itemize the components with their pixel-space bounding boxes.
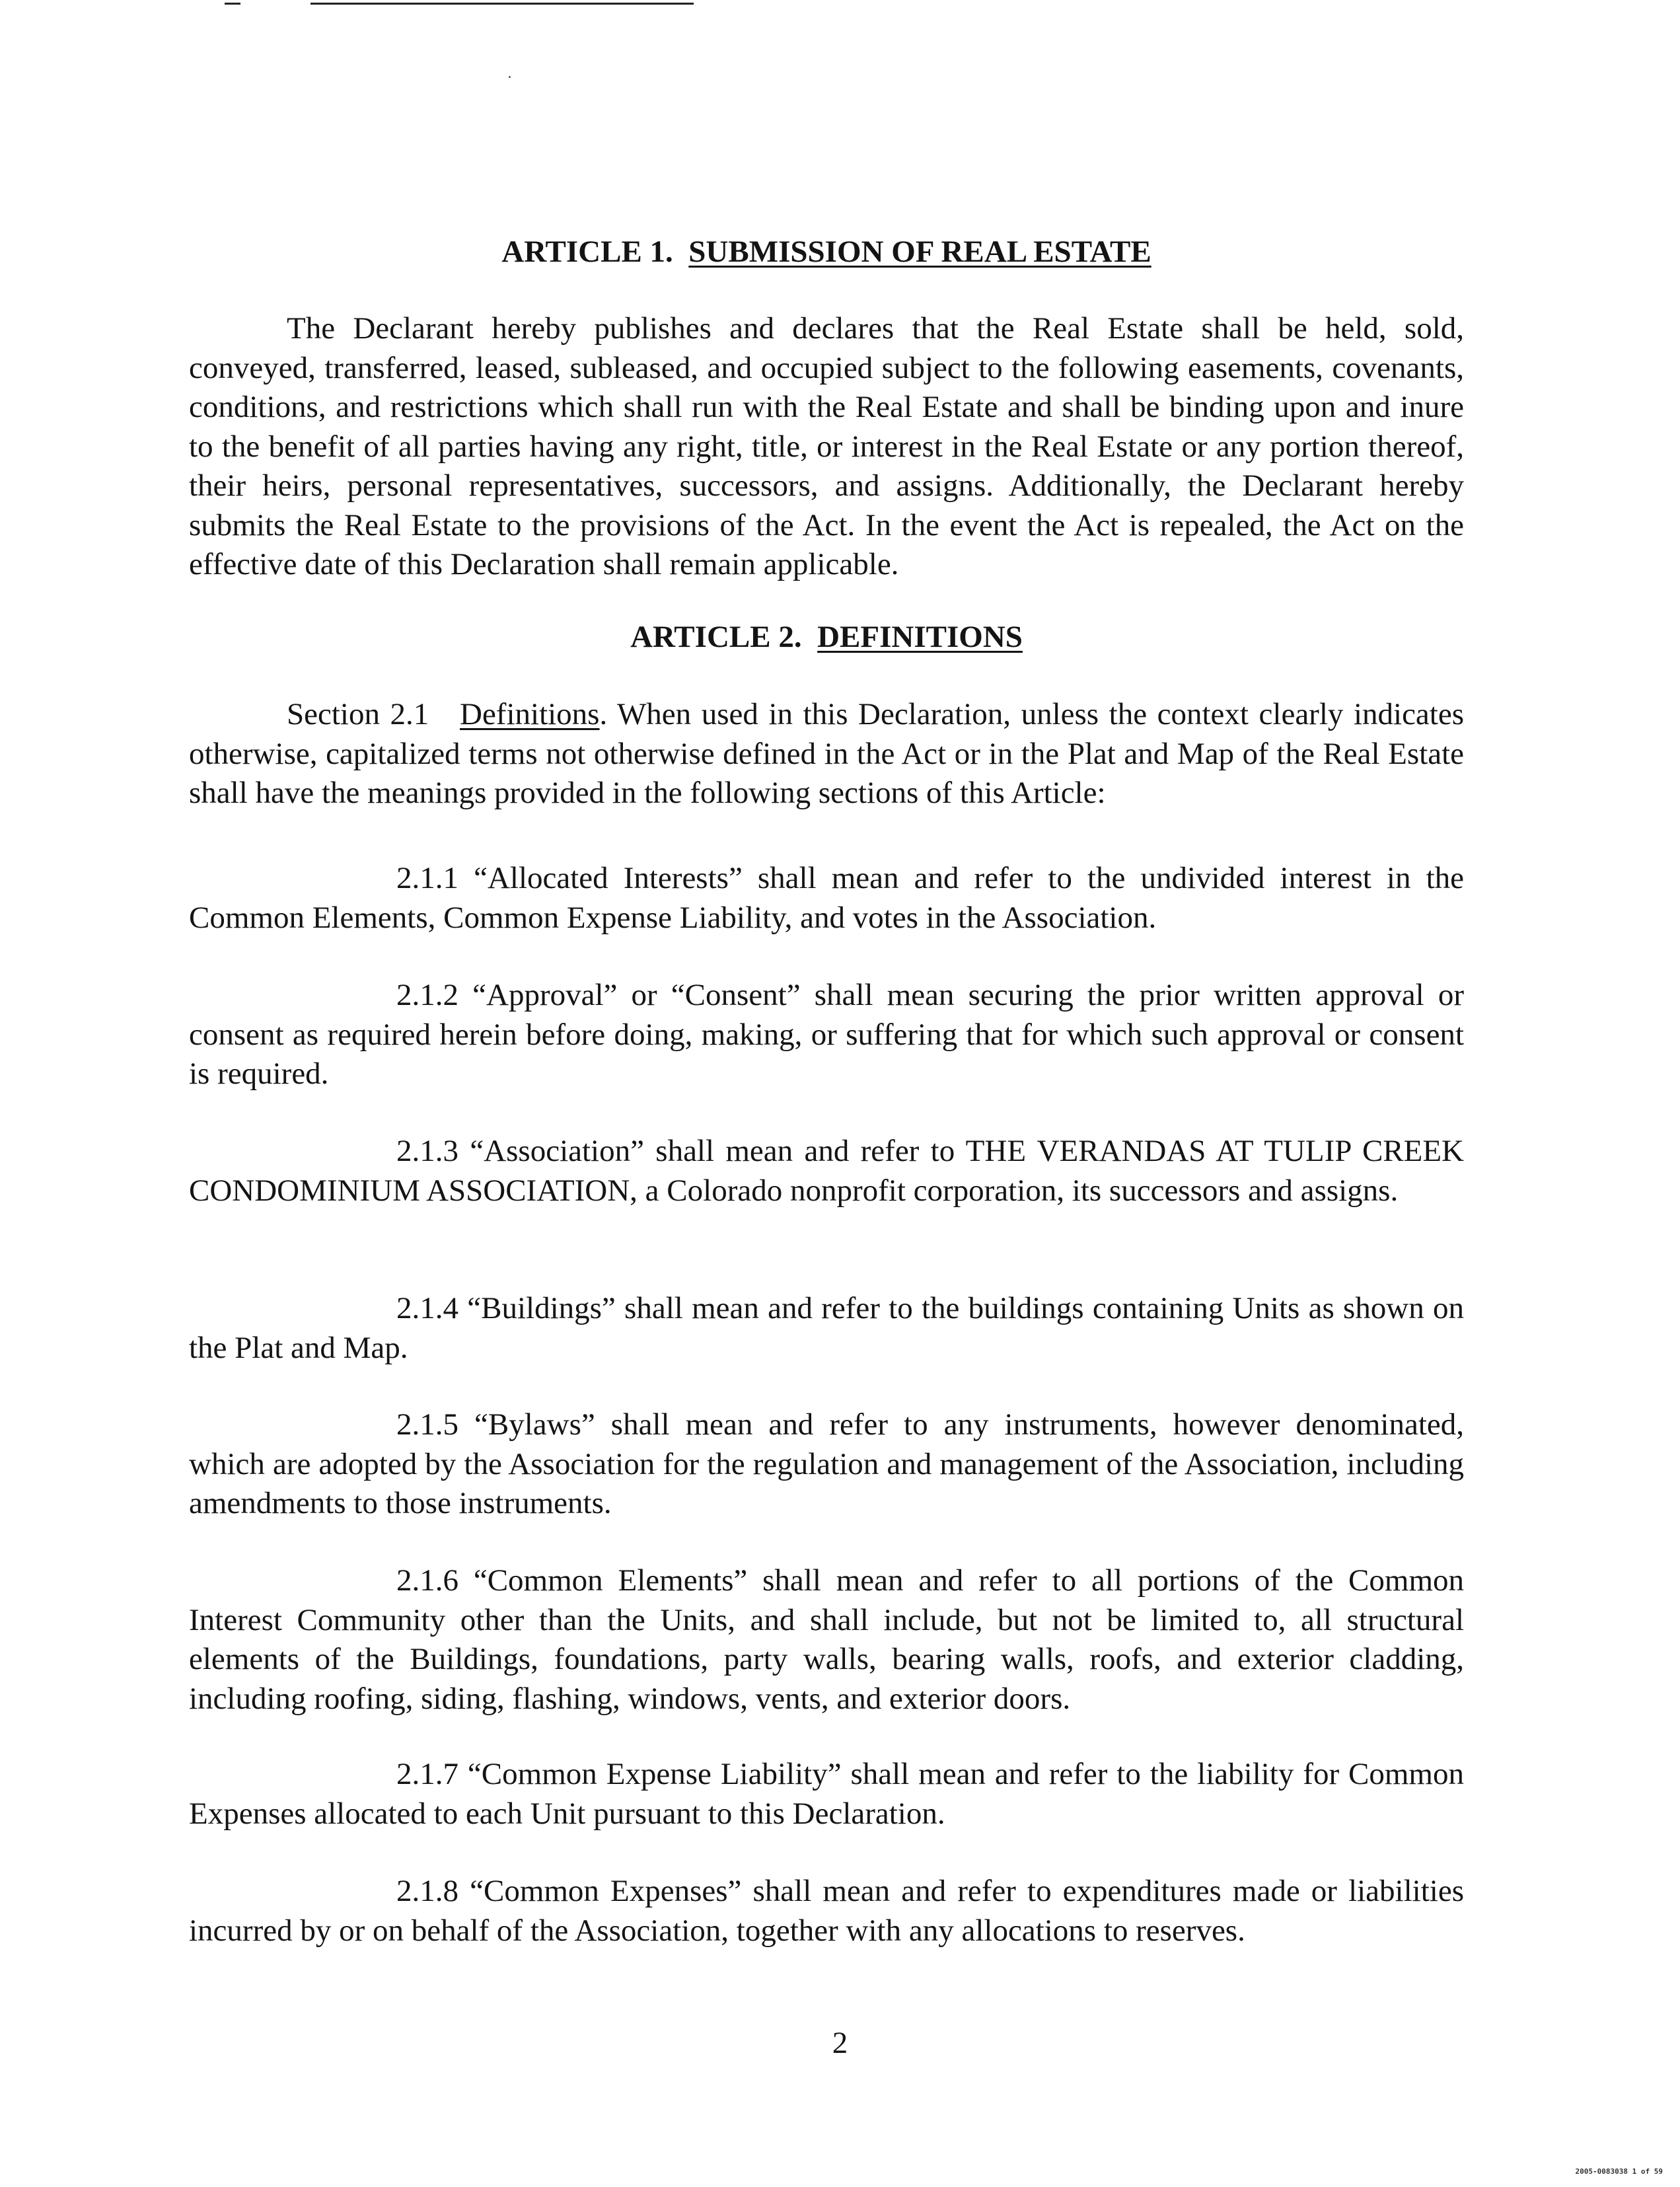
definition-text: 2.1.7 “Common Expense Liability” shall mean and refer to the liability for Common Expenses allocated to each Unit pursuant to this Declaration. (189, 1757, 1464, 1831)
definition-2-1-6 (189, 1561, 1464, 1719)
definition-2-1-5 (189, 1405, 1464, 1524)
scan-speck (509, 76, 511, 78)
article-1-body-block (189, 309, 1464, 585)
section-2-1-block (189, 695, 1464, 813)
definition-text: 2.1.8 “Common Expenses” shall mean and refer to expenditures made or liabilities incurred by or on behalf of the Association, together with any allocations to reserves. (189, 1874, 1464, 1948)
definition-2-1-1 (189, 859, 1464, 938)
definition-text: 2.1.3 “Association” shall mean and refer to THE VERANDAS AT TULIP CREEK CONDOMINIUM ASSOCIATION, a Colorado nonprofit corporation, its successors and assigns. (189, 1134, 1464, 1208)
page-number: 2 (832, 2026, 848, 2060)
section-2-1-paragraph (189, 695, 1464, 813)
top-rule-right (310, 3, 694, 5)
definition-text: 2.1.2 “Approval” or “Consent” shall mean securing the prior written approval or consent as required herein before doing, making, or suffering that for which such approval or consent is required. (189, 978, 1464, 1091)
definition-2-1-8 (189, 1872, 1464, 1950)
article-2-heading (189, 618, 1464, 657)
article-1-body: The Declarant hereby publishes and declares that the Real Estate shall be held, sold, conveyed, transferred, leased, subleased, and occupied subject to the following easements, covenants, conditions, and restrictions which shall run with the Real Estate and shall be binding upon and inure to the benefit of all parties having any right, title, or interest in the Real Estate or any portion thereof, their heirs, personal representatives, successors, and assigns. Additionally, the Declarant hereby submits the Real Estate to the provisions of the Act. In the event the Act is repealed, the Act on the effective date of this Declaration shall remain applicable. (189, 311, 1464, 581)
definition-text: 2.1.6 “Common Elements” shall mean and refer to all portions of the Common Interest Community other than the Units, and shall include, but not be limited to, all structural elements of the Buildings, foundations, party walls, bearing walls, roofs, and exterior cladding, including roofing, siding, flashing, windows, vents, and exterior doors. (189, 1563, 1464, 1716)
definition-2-1-3 (189, 1132, 1464, 1210)
article-2-title: DEFINITIONS (817, 620, 1023, 654)
section-2-1-title: Definitions (460, 697, 600, 731)
definition-text: 2.1.5 “Bylaws” shall mean and refer to any instruments, however denominated, which are adopted by the Association for the regulation and management of the Association, including amendments to those instruments. (189, 1407, 1464, 1520)
definition-2-1-2 (189, 976, 1464, 1094)
article-1-number: ARTICLE 1. (501, 235, 673, 269)
section-2-1-body: . When used in this Declaration, unless the context clearly indicates otherwise, capitalized terms not otherwise defined in the Act or in the Plat and Map of the Real Estate shall have the meanings provided in the following sections of this Article: (189, 697, 1464, 810)
definition-2-1-7 (189, 1755, 1464, 1834)
article-1-title: SUBMISSION OF REAL ESTATE (688, 235, 1151, 269)
definition-text: 2.1.1 “Allocated Interests” shall mean and refer to the undivided interest in the Common Elements, Common Expense Liability, and votes in the Association. (189, 861, 1464, 935)
article-1-heading (189, 233, 1464, 272)
top-rule-left (225, 3, 240, 5)
definition-text: 2.1.4 “Buildings” shall mean and refer to the buildings containing Units as shown on the Plat and Map. (189, 1291, 1464, 1365)
definition-2-1-4 (189, 1289, 1464, 1368)
section-2-1-label: Section 2.1 (287, 697, 429, 731)
article-2-number: ARTICLE 2. (630, 620, 802, 654)
recording-stamp: 2005-0083038 1 of 59 (1575, 2167, 1663, 2176)
